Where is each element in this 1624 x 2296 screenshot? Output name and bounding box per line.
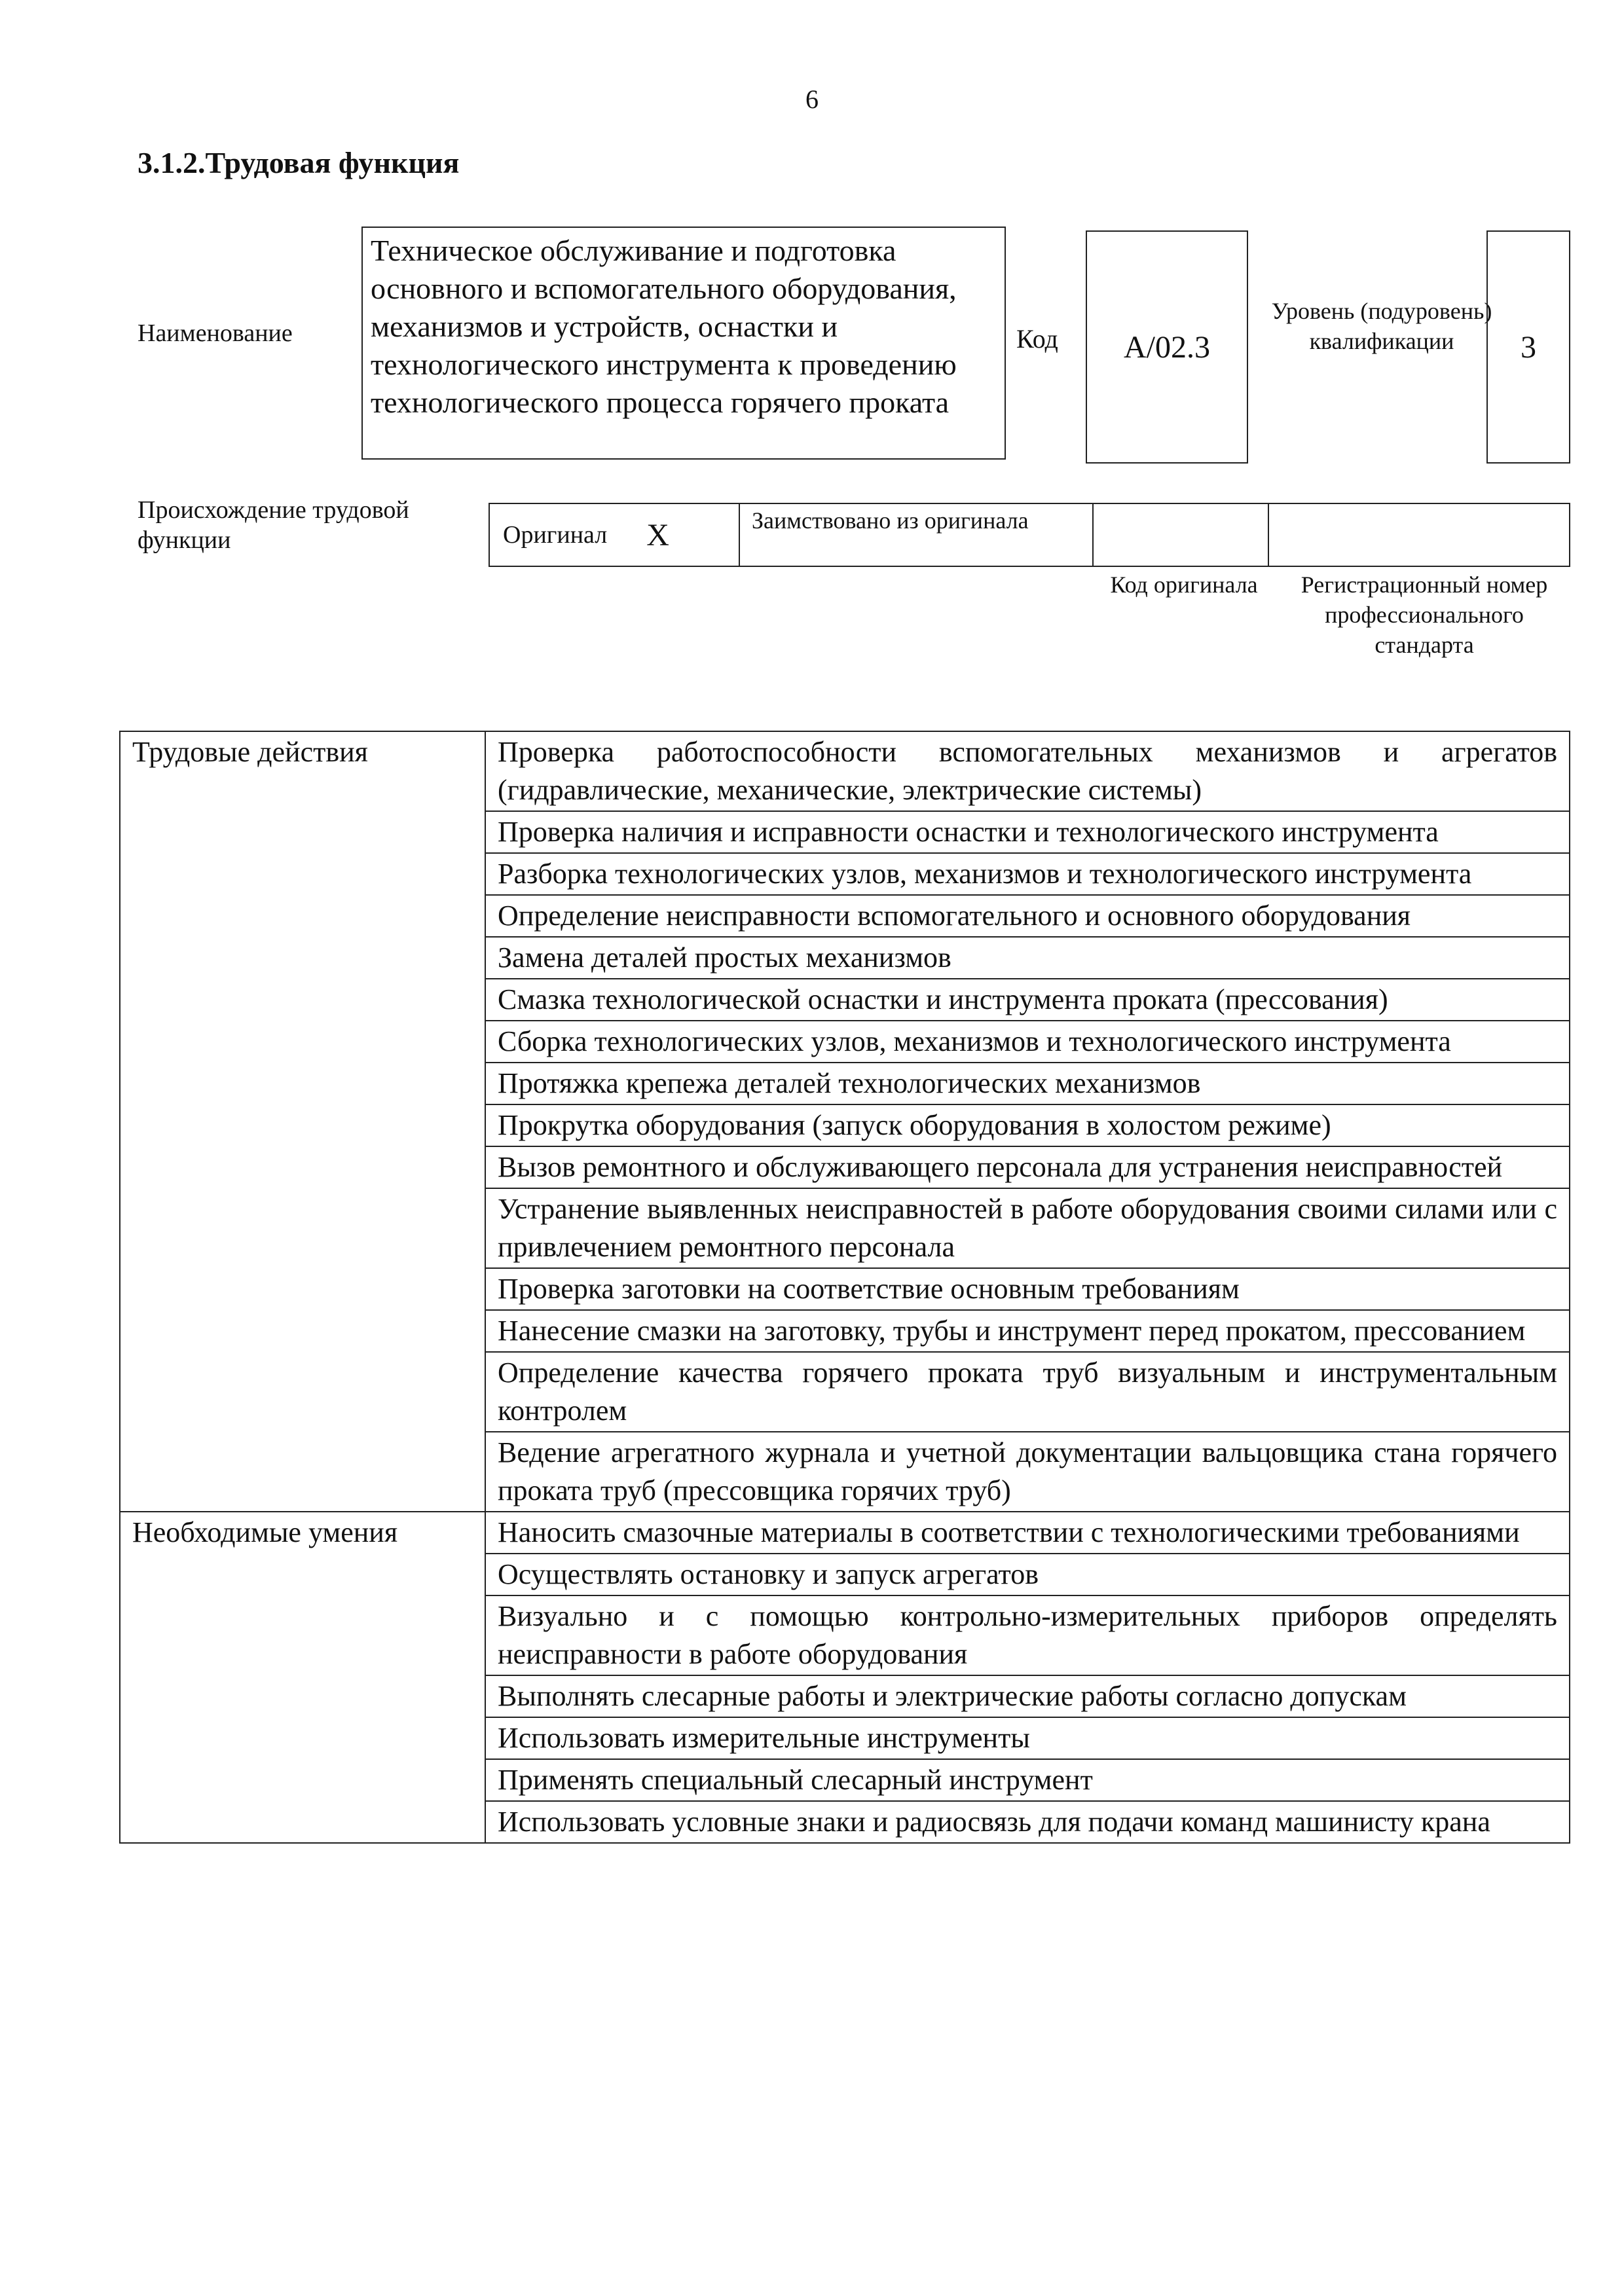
name-value: Техническое обслуживание и подготовка основного и вспомогательного оборудования, механизмов и устройств, оснастки и технологического инструмента к проведению технологического процесса горячего проката	[361, 227, 1006, 460]
page-number: 6	[805, 84, 819, 114]
labor-function-table	[119, 731, 1570, 1844]
origin-reg-cell	[1269, 504, 1569, 566]
category-cell: Необходимые умения	[120, 1512, 485, 1843]
level-value: 3	[1486, 230, 1570, 464]
item-cell: Проверка наличия и исправности оснастки и технологического инструмента	[485, 811, 1570, 853]
table-row	[120, 731, 1570, 811]
item-cell: Замена деталей простых механизмов	[485, 937, 1570, 979]
item-cell: Осуществлять остановку и запуск агрегатов	[485, 1554, 1570, 1595]
item-cell: Прокрутка оборудования (запуск оборудования в холостом режиме)	[485, 1104, 1570, 1146]
reg-number-caption: Регистрационный номер профессионального стандарта	[1301, 572, 1548, 658]
origin-borrowed-label: Заимствовано из оригинала	[740, 504, 1094, 566]
table-row	[120, 1512, 1570, 1554]
origin-code-cell	[1094, 504, 1269, 566]
name-label: Наименование	[138, 319, 293, 347]
item-cell: Ведение агрегатного журнала и учетной документации вальцовщика стана горячего проката труб (прессовщика горячих труб)	[485, 1432, 1570, 1512]
original-code-caption: Код оригинала	[1110, 572, 1258, 598]
item-cell: Нанесение смазки на заготовку, трубы и инструмент перед прокатом, прессованием	[485, 1310, 1570, 1352]
code-label: Код	[1016, 324, 1058, 354]
section-title: 3.1.2.Трудовая функция	[138, 146, 460, 179]
code-value: A/02.3	[1086, 230, 1248, 464]
item-cell: Визуально и с помощью контрольно-измерительных приборов определять неисправности в работе оборудования	[485, 1595, 1570, 1675]
item-cell: Вызов ремонтного и обслуживающего персонала для устранения неисправностей	[485, 1146, 1570, 1188]
item-cell: Сборка технологических узлов, механизмов и технологического инструмента	[485, 1021, 1570, 1063]
table-body	[120, 731, 1570, 1843]
item-cell: Проверка заготовки на соответствие основным требованиям	[485, 1268, 1570, 1310]
item-cell: Смазка технологической оснастки и инструмента проката (прессования)	[485, 979, 1570, 1021]
item-cell: Определение качества горячего проката труб визуальным и инструментальным контролем	[485, 1352, 1570, 1432]
item-cell: Разборка технологических узлов, механизмов и технологического инструмента	[485, 853, 1570, 895]
origin-original-mark: X	[646, 517, 669, 553]
item-cell: Определение неисправности вспомогательного и основного оборудования	[485, 895, 1570, 937]
item-cell: Проверка работоспособности вспомогательных механизмов и агрегатов (гидравлические, механические, электрические системы)	[485, 731, 1570, 811]
category-cell: Трудовые действия	[120, 731, 485, 1512]
item-cell: Применять специальный слесарный инструмент	[485, 1759, 1570, 1801]
item-cell: Выполнять слесарные работы и электрические работы согласно допускам	[485, 1675, 1570, 1717]
item-cell: Наносить смазочные материалы в соответствии с технологическими требованиями	[485, 1512, 1570, 1554]
origin-row	[489, 503, 1570, 567]
item-cell: Использовать измерительные инструменты	[485, 1717, 1570, 1759]
origin-label: Происхождение трудовой функции	[138, 496, 409, 554]
item-cell: Использовать условные знаки и радиосвязь для подачи команд машинисту крана	[485, 1801, 1570, 1843]
origin-original-label: Оригинал	[503, 521, 608, 549]
level-label: Уровень (подуровень) квалификации	[1271, 298, 1492, 354]
item-cell: Устранение выявленных неисправностей в работе оборудования своими силами или с привлечением ремонтного персонала	[485, 1188, 1570, 1268]
item-cell: Протяжка крепежа деталей технологических механизмов	[485, 1063, 1570, 1104]
origin-original-cell	[490, 504, 740, 566]
